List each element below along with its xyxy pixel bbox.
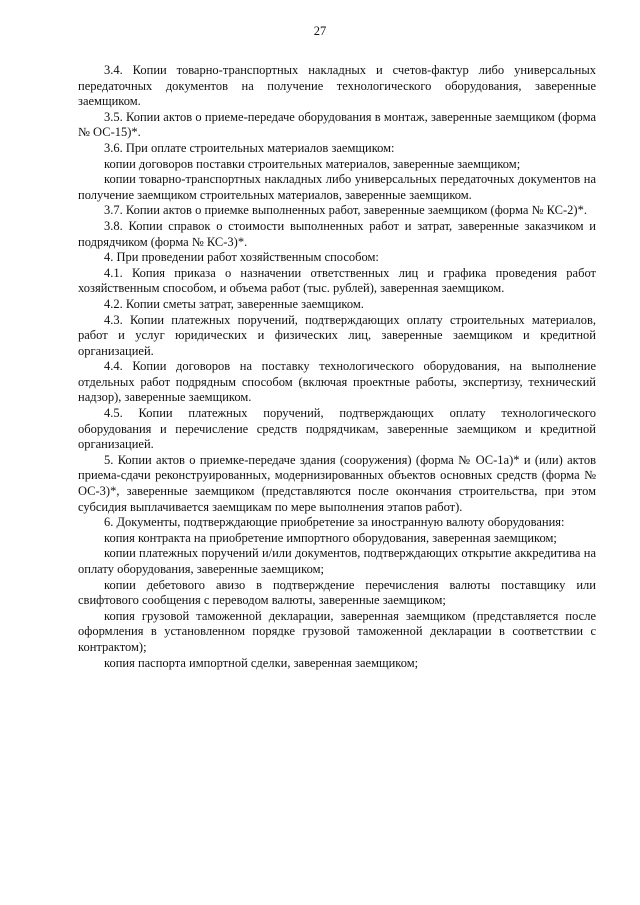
paragraph-4-1: 4.1. Копия приказа о назначении ответственных лиц и графика проведения работ хозяйственным способом, и объема работ (тыс. рублей), заверенная заемщиком. [78,265,596,296]
paragraph-6-item-5: копия паспорта импортной сделки, заверенная заемщиком; [104,655,419,670]
paragraph-4: 4. При проведении работ хозяйственным способом: [104,250,379,265]
paragraph-3-7: 3.7. Копии актов о приемке выполненных работ, заверенные заемщиком (форма № КС-2)*. [104,203,587,218]
paragraph-3-6: 3.6. При оплате строительных материалов заемщиком: [104,140,395,155]
paragraph-4-4: 4.4. Копии договоров на поставку технологического оборудования, на выполнение отдельных работ подрядным способом (включая проектные работы, экспертизу, технический надзор), заверенные заемщиком. [78,359,596,405]
paragraph-3-6-item-2: копии товарно-транспортных накладных либо универсальных передаточных документов на получение заемщиком строительных материалов, заверенные заемщиком. [78,172,596,202]
document-body [78,63,596,671]
paragraph-5: 5. Копии актов о приемке-передаче здания (сооружения) (форма № ОС-1а)* и (или) актов приема-сдачи реконструированных, модернизированных объектов основных средств (форма № ОС-3)*, заверенные заемщиком (представляются после окончания строительства, при этом субсидия выплачивается заемщикам по мере выполнения этапов работ). [78,452,596,514]
paragraph-3-6-item-1: копии договоров поставки строительных материалов, заверенные заемщиком; [104,156,521,171]
paragraph-4-3: 4.3. Копии платежных поручений, подтверждающих оплату строительных материалов, работ и услуг юридических и физических лиц, заверенные заемщиком и кредитной организацией. [78,312,596,358]
paragraph-6-item-3: копии дебетового авизо в подтверждение перечисления валюты поставщику или свифтового сообщения с переводом валюты, заверенные заемщиком; [78,577,596,608]
paragraph-3-4: 3.4. Копии товарно-транспортных накладных и счетов-фактур либо универсальных передаточных документов на получение технологического оборудования, заверенные заемщиком. [78,63,596,109]
paragraph-4-5: 4.5. Копии платежных поручений, подтверждающих оплату технологического оборудования и перечисление средств подрядчикам, заверенные заемщиком и кредитной организацией. [78,406,596,452]
paragraph-4-2: 4.2. Копии сметы затрат, заверенные заемщиком. [104,296,364,311]
page-number: 27 [313,24,327,38]
paragraph-3-5: 3.5. Копии актов о приеме-передаче оборудования в монтаж, заверенные заемщиком (форма № ОС-15)*. [78,109,596,140]
paragraph-6-item-2: копии платежных поручений и/или документов, подтверждающих открытие аккредитива на оплату оборудования, заверенные заемщиком; [78,546,596,576]
paragraph-3-8: 3.8. Копии справок о стоимости выполненных работ и затрат, заверенные заказчиком и подрядчиком (форма № КС-3)*. [78,218,596,249]
paragraph-6: 6. Документы, подтверждающие приобретение за иностранную валюту оборудования: [104,515,565,530]
paragraph-6-item-4: копия грузовой таможенной декларации, заверенная заемщиком (представляется после оформления в установленном порядке грузовой таможенной декларации в соответствии с контрактом); [78,608,596,654]
paragraph-6-item-1: копия контракта на приобретение импортного оборудования, заверенная заемщиком; [104,530,557,545]
